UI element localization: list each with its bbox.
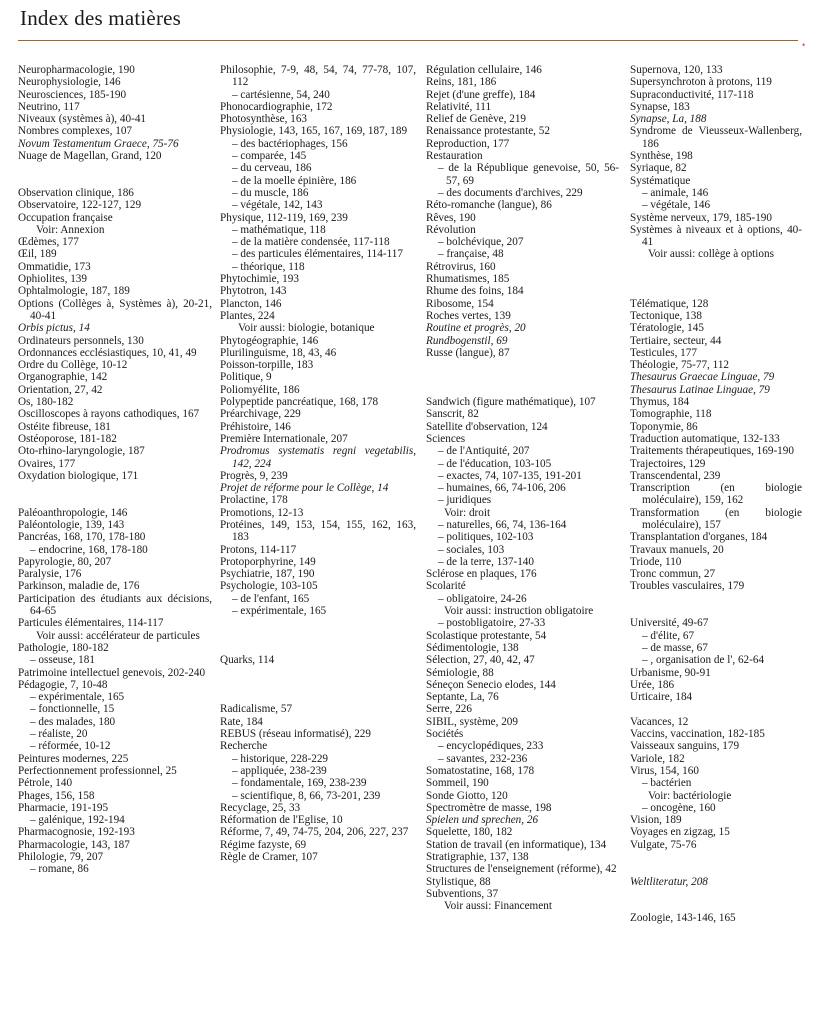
index-subentry: – scientifique, 8, 66, 73-201, 239 <box>232 789 381 802</box>
index-entry: Tertiaire, secteur, 44 <box>630 334 722 347</box>
index-entry: Tectonique, 138 <box>630 309 702 322</box>
section-gap <box>220 679 416 691</box>
index-entry: Prodromus systematis regni vegetabilis, 142, 224 <box>220 445 416 470</box>
index-entry: Ommatidie, 173 <box>18 260 91 273</box>
index-entry: Voyages en zigzag, 15 <box>630 826 730 839</box>
index-entry: Trajectoires, 129 <box>630 457 706 470</box>
index-entry: Neutrino, 117 <box>18 100 80 113</box>
index-subentry: – théorique, 118 <box>232 260 305 273</box>
index-entry: Rétrovirus, 160 <box>426 260 496 273</box>
index-subentry: – comparée, 145 <box>232 150 307 163</box>
index-entry: Réto-romanche (langue), 86 <box>426 199 552 212</box>
index-entry: Protoporphyrine, 149 <box>220 555 316 568</box>
index-entry: Ribosome, 154 <box>426 297 494 310</box>
index-entry: Ophtalmologie, 187, 189 <box>18 285 130 298</box>
index-entry: Sciences <box>426 432 466 445</box>
index-subentry: – historique, 228-229 <box>232 752 329 765</box>
index-entry: Télématique, 128 <box>630 297 709 310</box>
index-subentry: – politiques, 102-103 <box>438 531 534 544</box>
index-entry: Vaccins, vaccination, 182-185 <box>630 728 765 741</box>
index-entry: Politique, 9 <box>220 371 272 384</box>
index-entry: Psychiatrie, 187, 190 <box>220 568 315 581</box>
index-entry: Protons, 114-117 <box>220 543 297 556</box>
index-entry: Neuropharmacologie, 190 <box>18 64 135 76</box>
index-entry: Traitements thérapeutiques, 169-190 <box>630 445 794 458</box>
index-entry: Transcription (en biologie moléculaire), 159, 162 <box>630 482 802 507</box>
section-gap <box>630 261 802 273</box>
index-entry: Œdèmes, 177 <box>18 236 79 249</box>
index-entry: Options (Collèges à, Systèmes à), 20-21, 40-41 <box>18 297 212 322</box>
index-entry: Nuage de Magellan, Grand, 120 <box>18 150 162 163</box>
index-entry: Sédimentologie, 138 <box>426 641 519 654</box>
index-entry: Parkinson, maladie de, 176 <box>18 580 140 593</box>
index-entry: Ophiolites, 139 <box>18 273 87 286</box>
index-subentry: – d'élite, 67 <box>642 629 695 642</box>
index-entry: Réformation de l'Eglise, 10 <box>220 814 343 827</box>
see-also-reference: Voir: droit <box>444 506 491 519</box>
index-subentry: – sociales, 103 <box>438 543 505 556</box>
index-subentry: – réformée, 10-12 <box>30 740 111 753</box>
index-entry: Os, 180-182 <box>18 396 74 409</box>
index-subentry: – juridiques <box>438 494 492 507</box>
section-gap <box>220 667 416 679</box>
index-entry: Sanscrit, 82 <box>426 408 479 421</box>
section-gap <box>630 285 802 297</box>
index-entry: Thesaurus Graecae Linguae, 79 <box>630 371 775 384</box>
index-entry: Sélection, 27, 40, 42, 47 <box>426 654 535 667</box>
index-entry: Spielen und sprechen, 26 <box>426 814 539 827</box>
index-subentry: – appliquée, 238-239 <box>232 764 327 777</box>
section-gap <box>630 593 802 605</box>
index-subentry: – mathématique, 118 <box>232 223 326 236</box>
index-entry: Nombres complexes, 107 <box>18 125 133 138</box>
index-entry: Pétrole, 140 <box>18 777 73 790</box>
index-entry: Pharmacognosie, 192-193 <box>18 826 135 839</box>
index-entry: Philosophie, 7-9, 48, 54, 74, 77-78, 107, 112 <box>220 64 416 89</box>
index-subentry: – expérimentale, 165 <box>232 605 327 618</box>
index-entry: Régime fazyste, 69 <box>220 838 307 851</box>
index-entry: Stratigraphie, 137, 138 <box>426 851 529 863</box>
index-entry: Plantes, 224 <box>220 309 275 322</box>
index-entry: Particules élémentaires, 114-117 <box>18 617 164 630</box>
see-also-reference: Voir aussi: accélérateur de particules <box>36 629 200 642</box>
index-entry: Première Internationale, 207 <box>220 432 348 445</box>
index-entry: Spectromètre de masse, 198 <box>426 801 552 814</box>
index-column-1 <box>18 64 212 876</box>
index-entry: Papyrologie, 80, 207 <box>18 555 112 568</box>
index-subentry: – naturelles, 66, 74, 136-164 <box>438 518 567 531</box>
section-gap <box>630 605 802 617</box>
index-entry: Promotions, 12-13 <box>220 506 304 519</box>
index-entry: Scolastique protestante, 54 <box>426 629 547 642</box>
index-entry: Tomographie, 118 <box>630 408 712 421</box>
index-entry: Paléoanthropologie, 146 <box>18 506 128 519</box>
index-entry: Systèmes à niveaux et à options, 40-41 <box>630 223 802 249</box>
index-subentry: – osseuse, 181 <box>30 654 95 667</box>
index-entry: Œil, 189 <box>18 248 57 261</box>
section-gap <box>426 359 619 371</box>
index-entry: Transcendental, 239 <box>630 469 721 482</box>
rule-marker: • <box>802 40 806 50</box>
section-gap <box>220 642 416 654</box>
index-subentry: – fondamentale, 169, 238-239 <box>232 777 367 790</box>
section-gap <box>630 851 802 863</box>
index-entry: Relativité, 111 <box>426 100 492 113</box>
index-entry: Psychologie, 103-105 <box>220 580 318 593</box>
index-entry: Participation des étudiants aux décisions, 64-65 <box>18 592 212 618</box>
index-entry: Philologie, 79, 207 <box>18 851 104 863</box>
index-entry: Orbis pictus, 14 <box>18 322 90 335</box>
index-entry: Synapse, La, 188 <box>630 113 707 126</box>
index-subentry: – obligatoire, 24-26 <box>438 592 527 605</box>
index-entry: Rejet (d'une greffe), 184 <box>426 88 536 101</box>
index-entry: Renaissance protestante, 52 <box>426 125 550 138</box>
index-entry: Prolactine, 178 <box>220 494 288 507</box>
index-entry: Russe (langue), 87 <box>426 346 510 359</box>
index-entry: SIBIL, système, 209 <box>426 715 518 728</box>
index-entry: Thesaurus Latinae Linguae, 79 <box>630 383 770 396</box>
index-subentry: – du muscle, 186 <box>232 186 309 199</box>
index-subentry: – de la République genevoise, 50, 56-57, 69 <box>438 162 619 187</box>
index-subentry: – encyclopédiques, 233 <box>438 740 544 753</box>
index-entry: Orientation, 27, 42 <box>18 383 103 396</box>
index-entry: Neurophysiologie, 146 <box>18 76 121 89</box>
index-entry: Sémiologie, 88 <box>426 666 494 679</box>
index-entry: Virus, 154, 160 <box>630 764 699 777</box>
index-subentry: – végétale, 146 <box>642 199 711 212</box>
index-entry: Zoologie, 143-146, 165 <box>630 912 736 925</box>
index-entry: Sociétés <box>426 728 464 741</box>
index-subentry: – végétale, 142, 143 <box>232 199 323 212</box>
index-entry: Tératologie, 145 <box>630 322 704 335</box>
index-column-3 <box>426 64 619 912</box>
index-entry: Poisson-torpille, 183 <box>220 359 314 372</box>
index-entry: Sommeil, 190 <box>426 777 489 790</box>
index-entry: Syndrome de Vieusseux-Wallenberg, 186 <box>630 125 802 150</box>
index-entry: Somatostatine, 168, 178 <box>426 764 535 777</box>
index-entry: Rate, 184 <box>220 715 263 728</box>
section-gap <box>220 630 416 642</box>
index-entry: Variole, 182 <box>630 752 685 765</box>
index-entry: Quarks, 114 <box>220 654 275 667</box>
index-entry: Sonde Giotto, 120 <box>426 789 508 802</box>
index-entry: Niveaux (systèmes à), 40-41 <box>18 113 147 126</box>
index-entry: Paléontologie, 139, 143 <box>18 518 125 531</box>
index-entry: Phonocardiographie, 172 <box>220 100 333 113</box>
index-entry: Théologie, 75-77, 112 <box>630 359 730 372</box>
index-entry: Squelette, 180, 182 <box>426 826 513 839</box>
index-column-4 <box>630 64 802 925</box>
index-subentry: – cartésienne, 54, 240 <box>232 88 330 101</box>
index-entry: Vulgate, 75-76 <box>630 838 697 851</box>
see-also-reference: Voir aussi: Financement <box>444 900 552 913</box>
index-entry: Organographie, 142 <box>18 371 108 384</box>
index-entry: Septante, La, 76 <box>426 691 499 704</box>
index-entry: Troubles vasculaires, 179 <box>630 580 745 593</box>
index-entry: Recyclage, 25, 33 <box>220 801 301 814</box>
title-rule <box>18 40 798 41</box>
index-entry: Pharmacie, 191-195 <box>18 801 109 814</box>
index-subentry: – galénique, 192-194 <box>30 814 125 827</box>
index-entry: Urée, 186 <box>630 678 675 691</box>
index-entry: Sandwich (figure mathématique), 107 <box>426 396 596 409</box>
index-entry: Relief de Genève, 219 <box>426 113 527 126</box>
index-entry: Observation clinique, 186 <box>18 186 134 199</box>
index-entry: Physiologie, 143, 165, 167, 169, 187, 189 <box>220 125 408 138</box>
index-entry: Satellite d'observation, 124 <box>426 420 548 433</box>
index-entry: Roches vertes, 139 <box>426 309 511 322</box>
index-entry: Paralysie, 176 <box>18 568 82 581</box>
index-entry: Polypeptide pancréatique, 168, 178 <box>220 396 379 409</box>
index-subentry: – de l'Antiquité, 207 <box>438 445 530 458</box>
index-entry: Pancréas, 168, 170, 178-180 <box>18 531 146 544</box>
index-entry: Occupation française <box>18 211 113 224</box>
index-subentry: – des bactériophages, 156 <box>232 137 348 150</box>
index-subentry: – animale, 146 <box>642 186 709 199</box>
index-entry: Plurilinguisme, 18, 43, 46 <box>220 346 337 359</box>
section-gap <box>630 273 802 285</box>
index-subentry: – de masse, 67 <box>642 641 708 654</box>
index-subentry: – endocrine, 168, 178-180 <box>30 543 148 556</box>
index-entry: Règle de Cramer, 107 <box>220 851 318 863</box>
index-entry: Préarchivage, 229 <box>220 408 301 421</box>
index-entry: Pédagogie, 7, 10-48 <box>18 678 108 691</box>
index-subentry: – des particules élémentaires, 114-117 <box>232 248 403 261</box>
index-entry: Phytochimie, 193 <box>220 273 299 286</box>
index-subentry: – romane, 86 <box>30 863 89 876</box>
index-subentry: – de la matière condensée, 117-118 <box>232 236 390 249</box>
index-entry: Protéines, 149, 153, 154, 155, 162, 163, 183 <box>220 518 416 544</box>
index-subentry: – oncogène, 160 <box>642 801 716 814</box>
index-entry: Weltliteratur, 208 <box>630 875 708 888</box>
index-entry: Syriaque, 82 <box>630 162 687 175</box>
see-also-reference: Voir: bactériologie <box>648 789 732 802</box>
index-subentry: – des documents d'archives, 229 <box>438 186 583 199</box>
index-entry: Transplantation d'organes, 184 <box>630 531 768 544</box>
page-title: Index des matières <box>20 6 182 30</box>
index-entry: Phages, 156, 158 <box>18 789 95 802</box>
index-entry: Neurosciences, 185-190 <box>18 88 127 101</box>
index-entry: Ordinateurs personnels, 130 <box>18 334 144 347</box>
index-subentry: – fonctionnelle, 15 <box>30 703 115 716</box>
index-entry: Subventions, 37 <box>426 887 499 900</box>
index-entry: Sclérose en plaques, 176 <box>426 568 537 581</box>
index-entry: Urbanisme, 90-91 <box>630 666 711 679</box>
index-entry: Ordre du Collège, 10-12 <box>18 359 128 372</box>
index-entry: Oto-rhino-laryngologie, 187 <box>18 445 145 458</box>
index-entry: Tronc commun, 27 <box>630 568 716 581</box>
index-entry: Synthèse, 198 <box>630 150 693 163</box>
index-entry: Routine et progrès, 20 <box>426 322 526 335</box>
see-also-reference: Voir aussi: collège à options <box>648 248 774 261</box>
index-entry: Reins, 181, 186 <box>426 76 497 89</box>
index-entry: Poliomyélite, 186 <box>220 383 300 396</box>
index-entry: Photosynthèse, 163 <box>220 113 308 126</box>
index-subentry: – exactes, 74, 107-135, 191-201 <box>438 469 582 482</box>
index-subentry: – bolchévique, 207 <box>438 236 524 249</box>
index-entry: Oxydation biologique, 171 <box>18 469 139 482</box>
index-subentry: – de la terre, 137-140 <box>438 555 534 568</box>
index-subentry: – , organisation de l', 62-64 <box>642 654 765 667</box>
index-subentry: – savantes, 232-236 <box>438 752 528 765</box>
index-subentry: – de l'enfant, 165 <box>232 592 310 605</box>
index-entry: Réforme, 7, 49, 74-75, 204, 206, 227, 237 <box>220 826 409 839</box>
index-entry: Préhistoire, 146 <box>220 420 291 433</box>
index-entry: Supersynchroton à protons, 119 <box>630 76 772 89</box>
section-gap <box>18 494 212 506</box>
index-entry: Novum Testamentum Graece, 75-76 <box>18 137 179 150</box>
section-gap <box>18 162 212 174</box>
see-also-reference: Voir aussi: instruction obligatoire <box>444 605 594 618</box>
see-also-reference: Voir aussi: biologie, botanique <box>238 322 375 335</box>
section-gap <box>18 175 212 187</box>
index-entry: Ostéite fibreuse, 181 <box>18 420 111 433</box>
index-subentry: – de la moelle épinière, 186 <box>232 174 357 187</box>
index-subentry: – des malades, 180 <box>30 715 116 728</box>
index-entry: Vision, 189 <box>630 814 682 827</box>
section-gap <box>220 691 416 703</box>
section-gap <box>630 703 802 715</box>
index-entry: Université, 49-67 <box>630 617 709 630</box>
index-entry: Physique, 112-119, 169, 239 <box>220 211 348 224</box>
index-entry: Progrès, 9, 239 <box>220 469 288 482</box>
index-entry: Plancton, 146 <box>220 297 282 310</box>
index-entry: Recherche <box>220 740 268 753</box>
index-entry: Serre, 226 <box>426 703 472 716</box>
index-entry: Urticaire, 184 <box>630 691 693 704</box>
index-entry: Phytotron, 143 <box>220 285 287 298</box>
index-entry: Pathologie, 180-182 <box>18 641 109 654</box>
index-entry: Ovaires, 177 <box>18 457 76 470</box>
index-entry: Rundbogenstil, 69 <box>426 334 508 347</box>
index-entry: Oscilloscopes à rayons cathodiques, 167 <box>18 408 200 421</box>
index-entry: Scolarité <box>426 580 466 593</box>
index-entry: Transformation (en biologie moléculaire), 157 <box>630 506 802 531</box>
index-entry: Stylistique, 88 <box>426 875 491 888</box>
index-entry: Vaisseaux sanguins, 179 <box>630 740 740 753</box>
index-entry: Station de travail (en informatique), 134 <box>426 838 607 851</box>
section-gap <box>630 888 802 900</box>
section-gap <box>18 482 212 494</box>
index-entry: Radicalisme, 57 <box>220 703 293 716</box>
index-entry: Patrimoine intellectuel genevois, 202-240 <box>18 666 206 679</box>
index-subentry: – expérimentale, 165 <box>30 691 125 704</box>
index-entry: Régulation cellulaire, 146 <box>426 64 542 76</box>
index-entry: Rêves, 190 <box>426 211 476 224</box>
index-entry: Thymus, 184 <box>630 396 690 409</box>
index-entry: Reproduction, 177 <box>426 137 510 150</box>
index-column-2 <box>220 64 416 863</box>
index-entry: Travaux manuels, 20 <box>630 543 724 556</box>
index-subentry: – postobligatoire, 27-33 <box>438 617 546 630</box>
index-subentry: – française, 48 <box>438 248 504 261</box>
index-subentry: – de l'éducation, 103-105 <box>438 457 552 470</box>
section-gap <box>630 900 802 912</box>
index-entry: Projet de réforme pour le Collège, 14 <box>220 482 389 495</box>
index-subentry: – réaliste, 20 <box>30 728 88 741</box>
index-entry: Phytogéographie, 146 <box>220 334 319 347</box>
index-entry: Système nerveux, 179, 185-190 <box>630 211 772 224</box>
index-entry: Synapse, 183 <box>630 100 690 113</box>
index-entry: Perfectionnement professionnel, 25 <box>18 764 177 777</box>
index-entry: Supraconductivité, 117-118 <box>630 88 754 101</box>
section-gap <box>630 863 802 875</box>
index-subentry: – humaines, 66, 74-106, 206 <box>438 482 566 495</box>
index-entry: Traduction automatique, 132-133 <box>630 432 780 445</box>
index-entry: Vacances, 12 <box>630 715 689 728</box>
index-entry: Testicules, 177 <box>630 346 697 359</box>
section-gap <box>426 384 619 396</box>
index-entry: Structures de l'enseignement (réforme), 42 <box>426 863 617 876</box>
index-entry: Restauration <box>426 150 483 163</box>
index-entry: Supernova, 120, 133 <box>630 64 723 76</box>
index-entry: Systématique <box>630 174 691 187</box>
see-also-reference: Voir: Annexion <box>36 223 105 236</box>
index-entry: REBUS (réseau informatisé), 229 <box>220 728 371 741</box>
index-entry: Toponymie, 86 <box>630 420 698 433</box>
index-entry: Peintures modernes, 225 <box>18 752 129 765</box>
section-gap <box>220 617 416 629</box>
index-subentry: – bactérien <box>642 777 692 790</box>
index-entry: Rhumatismes, 185 <box>426 273 510 286</box>
index-entry: Séneçon Senecio elodes, 144 <box>426 678 556 691</box>
index-entry: Triode, 110 <box>630 555 682 568</box>
section-gap <box>426 371 619 383</box>
index-entry: Ordonnances ecclésiastiques, 10, 41, 49 <box>18 346 197 359</box>
index-subentry: – du cerveau, 186 <box>232 162 312 175</box>
index-entry: Observatoire, 122-127, 129 <box>18 199 142 212</box>
index-entry: Révolution <box>426 223 476 236</box>
index-entry: Ostéoporose, 181-182 <box>18 432 117 445</box>
index-entry: Rhume des foins, 184 <box>426 285 524 298</box>
index-entry: Pharmacologie, 143, 187 <box>18 838 130 851</box>
